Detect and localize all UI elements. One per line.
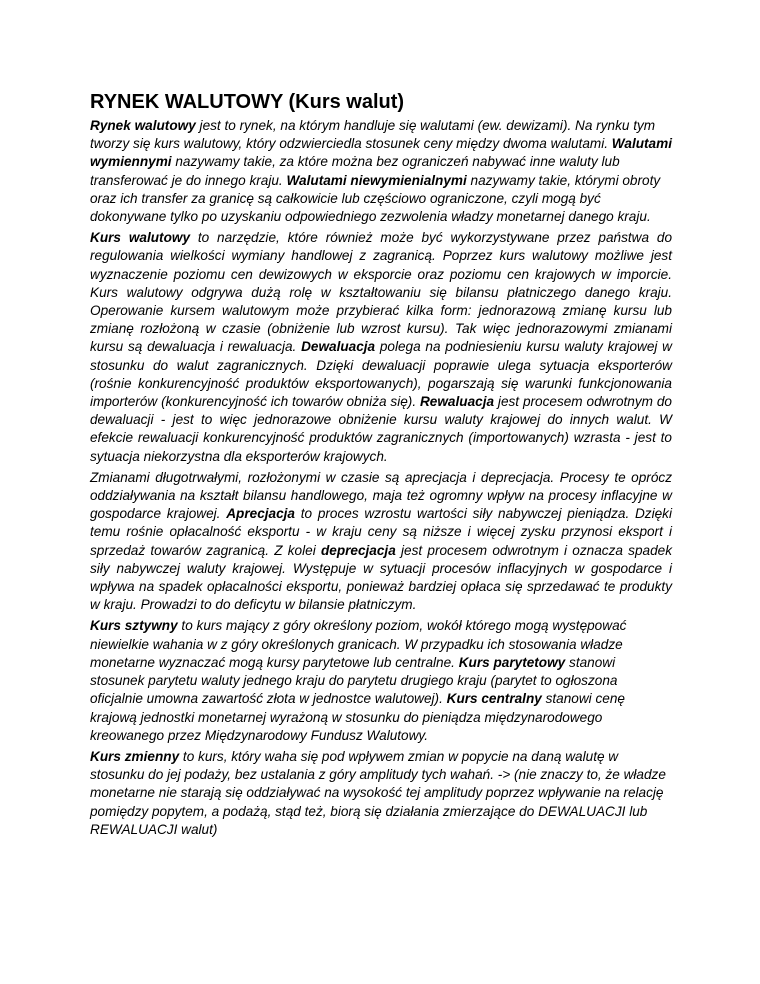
text-segment: jest procesem odwrotnym i oznacza spadek siły nabywczej waluty krajowej. Występuje w sytuacji procesów inflacyjnych w gospodarce i wpływa na spadek opłacalności eksportu, ponieważ bardziej opłaca się sprzedawać te produkty w kraju. Prowadzi to do deficytu w bilansie płatniczym.	[90, 542, 673, 613]
text-segment: stanowi stosunek parytetu waluty jednego kraju do parytetu drugiego kraju (parytet to ogłoszona oficjalnie umowna zawartość złota w jednostce walutowej).	[90, 654, 618, 707]
document-page	[90, 90, 672, 842]
page-title: RYNEK WALUTOWY (Kurs walut)	[90, 91, 405, 113]
bold-term: Rynek walutowy	[90, 118, 196, 133]
paragraph	[90, 117, 672, 226]
bold-term: Rewaluacja	[419, 394, 495, 410]
document-body	[90, 117, 672, 839]
text-segment: to proces wzrostu wartości siły nabywczej pieniądza. Dzięki temu rośnie opłacalność eksportu - w kraju ceny są niższe i więcej zysku przynosi eksport i sprzedaż towarów zagranicą. Z kolei	[90, 506, 673, 558]
text-segment: nazywamy takie, za które można bez ograniczeń nabywać inne waluty lub transferować je do innego kraju.	[90, 154, 620, 188]
paragraph	[90, 229, 672, 466]
text-segment: to kurs, który waha się pod wpływem zmian w popycie na daną walutę w stosunku do jej podaży, bez ustalania z góry amplitudy tych wahań. -> (nie znaczy to, że władze monetarne nie starają się oddziaływać na wysokość tej amplitudy poprzez wpływanie na relację pomiędzy popytem, a podażą, stąd też, biorą się działania zmierzające do DEWALUACJI lub REWALUACJI walut)	[90, 748, 666, 837]
paragraph	[90, 748, 672, 839]
paragraph	[90, 469, 672, 615]
bold-term: Walutami niewymienialnymi	[286, 172, 467, 188]
paragraph	[90, 617, 672, 744]
bold-term: Walutami wymiennymi	[90, 136, 672, 170]
bold-term: deprecjacja	[320, 542, 396, 558]
text-segment: stanowi cenę krajową jednostki monetarnej wyrażoną w stosunku do pieniądza międzynarodowego kreowanego przez Międzynarodowy Fundusz Walutowy.	[90, 691, 625, 743]
text-segment: to narzędzie, które również może być wykorzystywane przez państwa do regulowania wielkości wymiany handlowej z zagranicą. Poprzez kurs walutowy możliwe jest wyznaczenie poziomu cen dewizowych w eksporcie oraz poziomu cen krajowych w imporcie. Kurs walutowy odgrywa dużą rolę w kształtowaniu się bilansu płatniczego danego kraju. Operowanie kursem walutowym może przybierać kilka form: jednorazową zmianę kursu lub zmianę rozłożoną w czasie (obniżenie lub wzrost kursu). Tak więc jednorazowymi zmianami kursu są dewaluacja i rewaluacja.	[90, 230, 673, 355]
text-segment: jest to rynek, na którym handluje się walutami (ew. dewizami). Na rynku tym tworzy się kurs walutowy, który odzwierciedla stosunek ceny między dwoma walutami.	[90, 118, 656, 152]
bold-term: Kurs parytetowy	[458, 654, 566, 670]
text-segment: polega na podniesieniu kursu waluty krajowej w stosunku do walut zagranicznych. Dzięki dewaluacji poprawie ulega sytuacja eksporterów (rośnie konkurencyjność produktów eksportowanych), pogarszają się warunki funkcjonowania importerów (konkurencyjność ich towarów obniża się).	[90, 339, 672, 410]
bold-term: Kurs walutowy	[90, 230, 191, 246]
bold-term: Kurs sztywny	[90, 618, 178, 634]
text-segment: to kurs mający z góry określony poziom, wokół którego mogą występować niewielkie wahania w z góry określonych granicach. W przypadku ich stosowania władze monetarne wyznaczać mogą kursy parytetowe lub centralne.	[90, 618, 627, 670]
bold-term: Kurs centralny	[446, 691, 542, 707]
bold-term: Aprecjacja	[226, 506, 295, 522]
bold-term: Dewaluacja	[301, 339, 376, 355]
text-segment: jest procesem odwrotnym do dewaluacji - jest to więc jednorazowe obniżenie kursu waluty krajowej do innych walut. W efekcie rewaluacji konkurencyjność produktów zagranicznych (importowanych) wzrasta - jest to sytuacja niekorzystna dla eksporterów krajowych.	[90, 394, 672, 464]
text-segment: nazywamy takie, którymi obroty oraz ich transfer za granicę są całkowicie lub częściowo ograniczone, czyli mogą być dokonywane tylko po uzyskaniu odpowiedniego zezwolenia władzy monetarnej danego kraju.	[90, 172, 661, 225]
bold-term: Kurs zmienny	[90, 748, 180, 764]
text-segment: Zmianami długotrwałymi, rozłożonymi w czasie są aprecjacja i deprecjacja. Procesy te oprócz oddziaływania na kształt bilansu handlowego, maja też ogromny wpływ na procesy inflacyjne w gospodarce krajowej.	[90, 469, 672, 522]
